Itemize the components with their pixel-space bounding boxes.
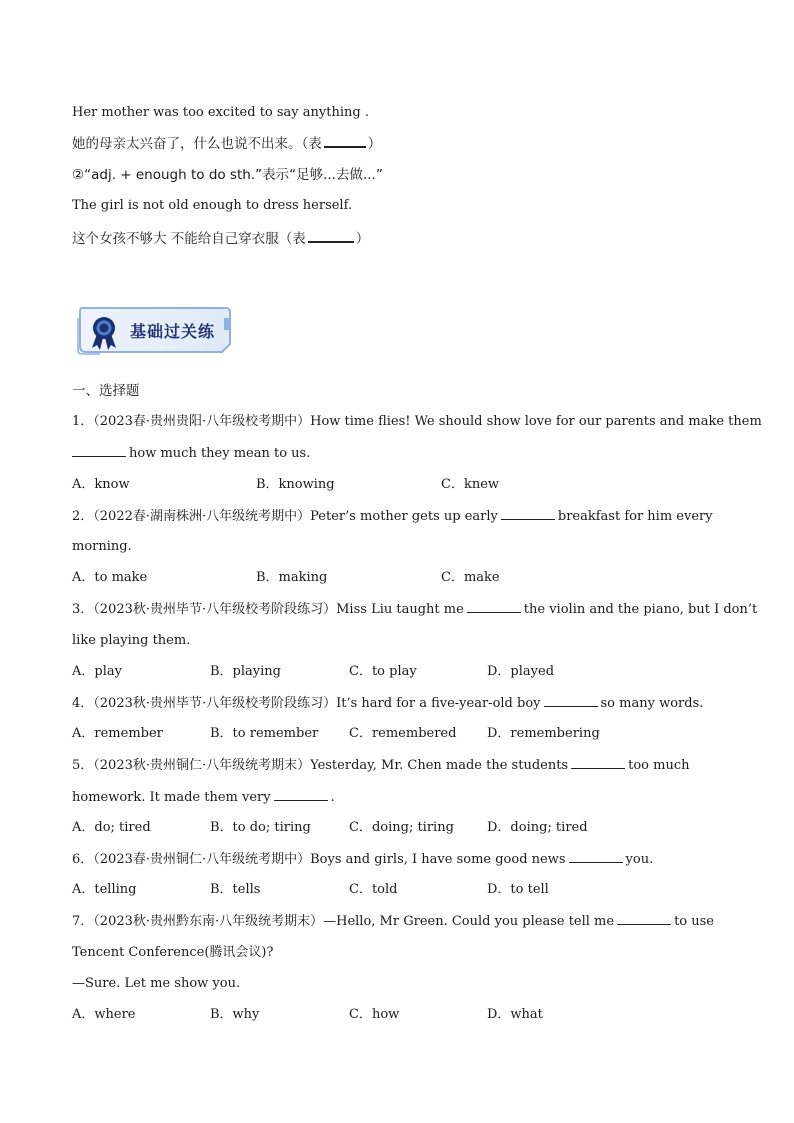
question-3-text: 3．（2023秋·贵州毕节·八年级校考阶段练习）Miss Liu taught me	[72, 602, 464, 617]
section-title: 一、选择题	[72, 383, 140, 399]
option-c[interactable]: C．make	[441, 570, 500, 585]
option-a[interactable]: A．where	[72, 1007, 136, 1022]
option-b[interactable]: B．tells	[210, 882, 261, 897]
option-b[interactable]: B．playing	[210, 664, 281, 679]
option-d[interactable]: D．to tell	[487, 882, 549, 897]
answer-blank[interactable]	[72, 444, 126, 457]
question-7-text-cont: to use	[674, 914, 714, 929]
question-1-text: how much they mean to us.	[129, 446, 311, 461]
question-7-text: 7．（2023秋·贵州黔东南·八年级统考期末）—Hello, Mr Green. Could you please tell me	[72, 914, 615, 929]
option-d[interactable]: D．remembering	[487, 726, 600, 741]
answer-blank[interactable]	[569, 850, 623, 863]
question-5-stem-cont	[72, 788, 335, 807]
question-7-stem	[72, 912, 714, 931]
question-6-text: 6．（2023春·贵州铜仁·八年级统考期中）Boys and girls, I have some good news	[72, 852, 566, 867]
question-7-reply: —Sure. Let me show you.	[72, 976, 241, 991]
question-3-stem	[72, 600, 757, 619]
example-zh-1-suffix: ）	[367, 136, 382, 152]
question-2-stem	[72, 507, 713, 526]
question-4-text-cont: so many words.	[600, 696, 704, 711]
question-5-stem	[72, 756, 689, 775]
option-b[interactable]: B．why	[210, 1007, 260, 1022]
option-c[interactable]: C．doing; tiring	[349, 820, 454, 835]
section-banner	[76, 304, 232, 356]
example-sentence-zh-1	[72, 134, 381, 153]
question-3-text-cont: the violin and the piano, but I don’t	[523, 602, 758, 617]
answer-blank[interactable]	[308, 229, 354, 243]
option-a[interactable]: A．know	[72, 477, 130, 492]
option-b[interactable]: B．knowing	[256, 477, 335, 492]
option-a[interactable]: A．to make	[72, 570, 148, 585]
question-2-text: 2．（2022春·湖南株洲·八年级统考期中）Peter’s mother gets up early	[72, 509, 498, 524]
answer-blank[interactable]	[571, 756, 625, 769]
question-1-stem-cont	[72, 444, 310, 463]
option-b[interactable]: B．making	[256, 570, 328, 585]
option-c[interactable]: C．remembered	[349, 726, 457, 741]
example-sentence-en-2: The girl is not old enough to dress herself.	[72, 198, 353, 213]
option-c[interactable]: C．told	[349, 882, 398, 897]
question-4-text: 4．（2023秋·贵州毕节·八年级校考阶段练习）It’s hard for a five-year-old boy	[72, 696, 541, 711]
answer-blank[interactable]	[324, 134, 366, 148]
example-sentence-zh-2	[72, 229, 369, 248]
rule-enough-to-do: ②“adj. + enough to do sth.”表示“足够...去做...”	[72, 167, 383, 183]
example-zh-2-text: 这个女孩不够大 不能给自己穿衣服（表	[72, 231, 306, 247]
question-7-stem-cont: Tencent Conference(腾讯会议)?	[72, 945, 274, 960]
example-sentence-en-1: Her mother was too excited to say anything .	[72, 105, 369, 120]
banner-title: 基础过关练	[130, 322, 216, 341]
example-zh-2-suffix: ）	[355, 231, 370, 247]
option-c[interactable]: C．how	[349, 1007, 400, 1022]
answer-blank[interactable]	[501, 507, 555, 520]
option-b[interactable]: B．to do; tiring	[210, 820, 311, 835]
question-4-stem	[72, 694, 703, 713]
question-5-text: 5．（2023秋·贵州铜仁·八年级统考期末）Yesterday, Mr. Chen made the students	[72, 758, 569, 773]
option-a[interactable]: A．play	[72, 664, 122, 679]
option-a[interactable]: A．telling	[72, 882, 137, 897]
option-d[interactable]: D．doing; tired	[487, 820, 588, 835]
question-5-text-line2: homework. It made them very	[72, 790, 271, 805]
question-3-stem-cont: like playing them.	[72, 633, 191, 648]
question-5-text-cont: too much	[628, 758, 690, 773]
question-5-period: .	[330, 790, 335, 805]
answer-blank[interactable]	[274, 788, 328, 801]
question-1-stem: 1．（2023春·贵州贵阳·八年级校考期中）How time flies! We should show love for our parents and make them	[72, 414, 762, 429]
option-d[interactable]: D．played	[487, 664, 555, 679]
answer-blank[interactable]	[617, 912, 671, 925]
option-c[interactable]: C．knew	[441, 477, 500, 492]
option-c[interactable]: C．to play	[349, 664, 417, 679]
answer-blank[interactable]	[467, 600, 521, 613]
question-6-stem	[72, 850, 653, 869]
option-b[interactable]: B．to remember	[210, 726, 319, 741]
question-2-stem-cont: morning.	[72, 539, 132, 554]
question-2-text-cont: breakfast for him every	[557, 509, 713, 524]
example-zh-1-text: 她的母亲太兴奋了，什么也说不出来。（表	[72, 136, 322, 152]
option-a[interactable]: A．remember	[72, 726, 163, 741]
answer-blank[interactable]	[544, 694, 598, 707]
option-d[interactable]: D．what	[487, 1007, 543, 1022]
option-a[interactable]: A．do; tired	[72, 820, 151, 835]
question-6-text-cont: you.	[625, 852, 654, 867]
